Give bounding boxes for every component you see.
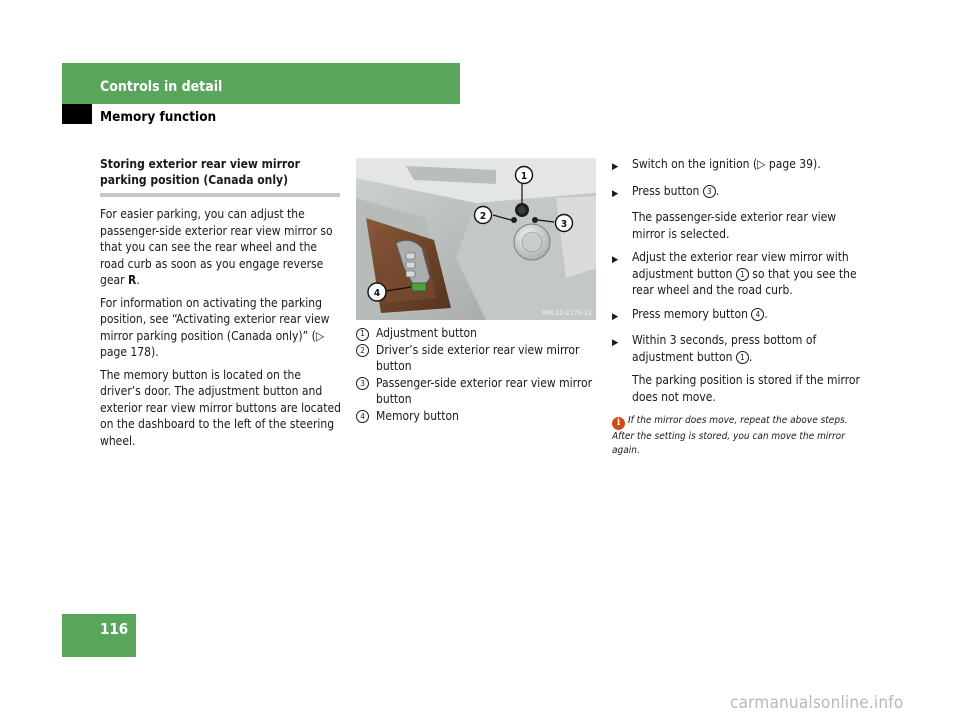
callout-3: 3 [560,219,568,230]
callout-1: 1 [520,171,528,182]
caption-item [356,342,596,375]
watermark: carmanualsonline.info [730,693,904,713]
step-1: ▶ Switch on the ignition (▷ page 39). [612,156,862,176]
step-2: ▶ Press button 3 . [612,183,862,203]
button-number: 1 [736,351,749,364]
caption-text: Driver’s side exterior rear view mirror button [376,342,580,373]
heading-rule [100,193,340,197]
callout-4: 4 [373,288,381,299]
crossref-paragraph: For information on activating the parking position, see “Activating exterior rear view mirror parking position (Canada only)” (▷ page 178). [100,295,330,359]
section-heading: Storing exterior rear view mirror parking position (Canada only) [100,157,300,187]
bullet-arrow-icon: ▶ [612,311,619,322]
step-5-result: The parking position is stored if the mirror does not move. [632,373,860,404]
step-3: ▶ Adjust the exterior rear view mirror with adjustment button 1 so that you see the rear wheel and the road curb. [612,250,857,297]
caption-number: 4 [356,410,369,423]
caption-item [356,375,596,408]
gear-symbol: R [127,273,137,287]
subsection-title: Memory function [100,109,217,125]
left-column [100,156,344,455]
figure-captions [356,325,596,424]
caption-text: Adjustment button [376,326,477,340]
caption-number: 2 [356,344,369,357]
caption-number: 1 [356,328,369,341]
caption-item [356,325,596,342]
figure-code: P68.20-2179-31 [541,309,592,317]
step-4: ▶ Press memory button 4 . [612,306,862,326]
info-icon: i [612,417,625,430]
intro-paragraph: For easier parking, you can adjust the passenger-side exterior rear view mirror so that you can see the rear wheel and the road curb as soon as you engage reverse gear R. [100,207,333,287]
page-number: 116 [100,620,129,638]
step-5: ▶ Within 3 seconds, press bottom of adjustment button 1 . [612,333,817,364]
caption-text: Passenger-side exterior rear view mirror button [376,375,593,406]
callout-2: 2 [479,211,487,222]
caption-item [356,408,596,425]
caption-number: 3 [356,377,369,390]
step-2-result: The passenger-side exterior rear view mirror is selected. [632,210,837,241]
header-marker [62,104,92,124]
note-text: If the mirror does move, repeat the above steps. After the setting is stored, you can move the mirror again. [612,415,848,457]
caption-text: Memory button [376,408,459,423]
button-number: 4 [751,308,764,321]
bullet-arrow-icon: ▶ [612,338,619,348]
section-title: Controls in detail [100,79,223,95]
bullet-arrow-icon: ▶ [612,162,619,172]
right-column [612,156,862,459]
button-number: 1 [736,268,749,281]
info-note [612,414,862,459]
button-number: 3 [703,185,716,198]
location-paragraph: The memory button is located on the driver’s door. The adjustment button and exterior rear view mirror buttons are located on the dashboard to the left of the steering wheel. [100,367,341,448]
bullet-arrow-icon: ▶ [612,188,619,199]
bullet-arrow-icon: ▶ [612,255,619,265]
door-panel-photo [356,158,596,320]
